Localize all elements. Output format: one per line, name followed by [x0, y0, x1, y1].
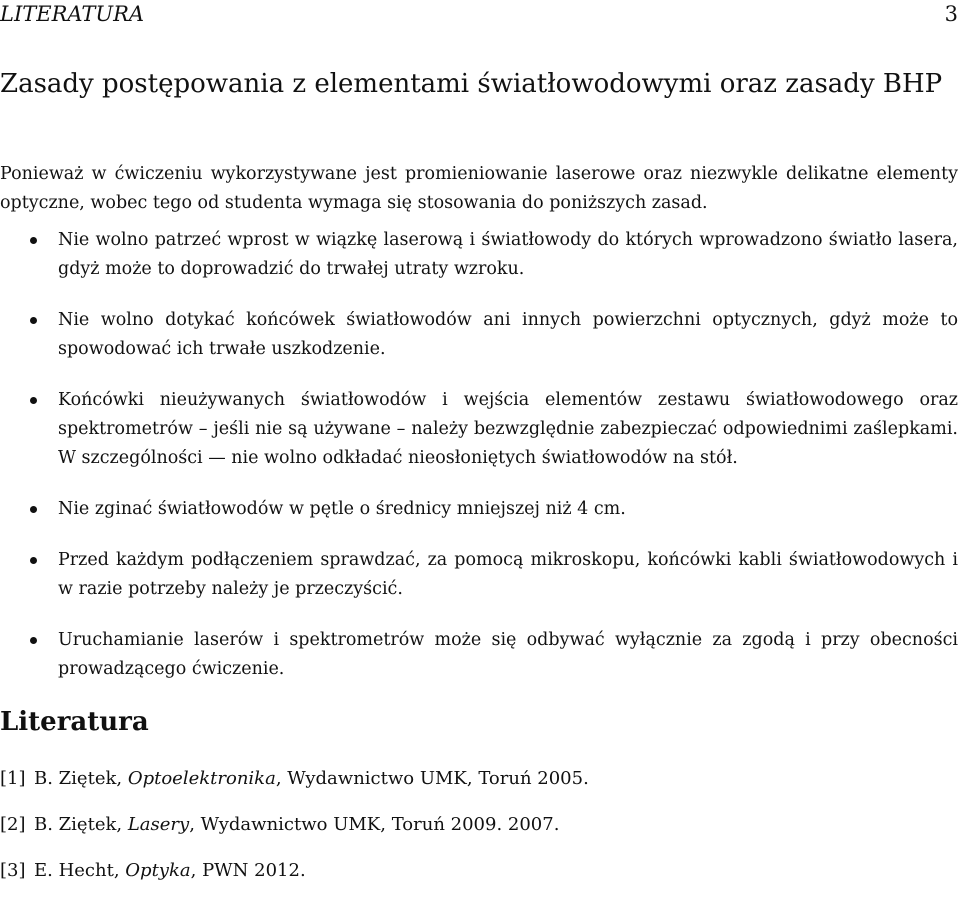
rule-text: Nie wolno patrzeć wprost w wiązkę laserową i światłowody do których wprowadzono światło lasera, gdyż może to doprowadzić do trwałej utraty wzroku.	[58, 230, 958, 279]
reference-item	[0, 856, 958, 886]
intro-paragraph: Ponieważ w ćwiczeniu wykorzystywane jest promieniowanie laserowe oraz niezwykle delikatne elementy optyczne, wobec tego od studenta wymaga się stosowania do poniższych zasad.	[0, 164, 958, 213]
bullet-icon	[30, 506, 37, 513]
reference-number: [2]	[0, 814, 26, 835]
reference-item	[0, 810, 958, 840]
page-number: 3	[944, 2, 958, 26]
running-title: LITERATURA	[0, 2, 145, 26]
list-item	[0, 495, 958, 524]
references-list	[0, 764, 958, 902]
reference-number: [1]	[0, 768, 26, 789]
list-item	[0, 226, 958, 284]
reference-work: Optoelektronika	[127, 768, 276, 789]
reference-work: Optyka	[125, 860, 191, 881]
reference-author: B. Ziętek,	[34, 814, 128, 835]
rule-text: Nie zginać światłowodów w pętle o średnicy mniejszej niż 4 cm.	[58, 499, 626, 519]
rule-text: Uruchamianie laserów i spektrometrów może się odbywać wyłącznie za zgodą i przy obecności prowadzącego ćwiczenie.	[58, 630, 958, 679]
bullet-icon	[30, 397, 37, 404]
safety-rules-list	[0, 226, 958, 706]
running-header	[0, 0, 958, 28]
list-item	[0, 306, 958, 364]
bullet-icon	[30, 557, 37, 564]
reference-publisher: , Wydawnictwo UMK, Toruń 2005.	[275, 768, 589, 789]
reference-author: E. Hecht,	[34, 860, 126, 881]
rule-text: Przed każdym podłączeniem sprawdzać, za pomocą mikroskopu, końcówki kabli światłowodowych i w razie potrzeby należy je przeczyścić.	[58, 550, 958, 599]
reference-work: Lasery	[127, 814, 190, 835]
reference-item	[0, 764, 958, 794]
references-title: Literatura	[0, 707, 149, 737]
reference-author: B. Ziętek,	[34, 768, 128, 789]
reference-publisher: , PWN 2012.	[190, 860, 306, 881]
list-item	[0, 626, 958, 684]
list-item	[0, 386, 958, 473]
bullet-icon	[30, 237, 37, 244]
section-title: Zasady postępowania z elementami światłowodowymi oraz zasady BHP	[0, 69, 943, 99]
rule-text: Końcówki nieużywanych światłowodów i wejścia elementów zestawu światłowodowego oraz spektrometrów – jeśli nie są używane – należy bezwzględnie zabezpieczać odpowiednimi zaślepkami. W szczególności — nie wolno odkładać nieosłoniętych światłowodów na stół.	[58, 390, 958, 468]
reference-number: [3]	[0, 860, 26, 881]
reference-publisher: , Wydawnictwo UMK, Toruń 2009. 2007.	[189, 814, 560, 835]
list-item	[0, 546, 958, 604]
rule-text: Nie wolno dotykać końcówek światłowodów ani innych powierzchni optycznych, gdyż może to spowodować ich trwałe uszkodzenie.	[58, 310, 958, 359]
bullet-icon	[30, 637, 37, 644]
bullet-icon	[30, 317, 37, 324]
